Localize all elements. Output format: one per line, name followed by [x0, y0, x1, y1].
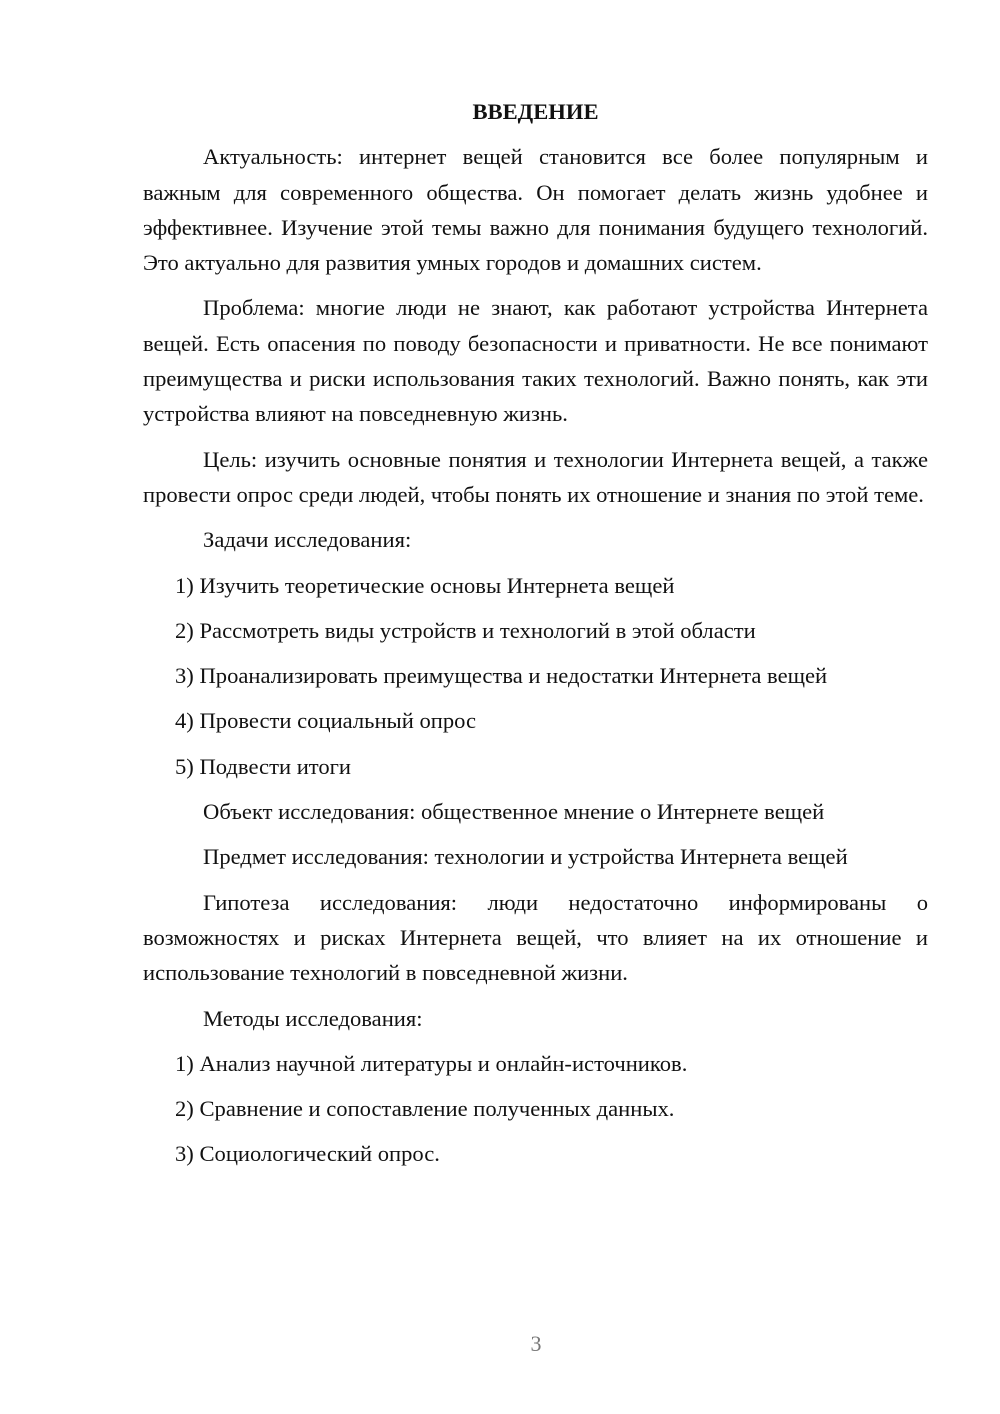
section-title: ВВЕДЕНИЕ: [472, 99, 599, 124]
tasks-list: [143, 568, 928, 784]
relevance-paragraph: Актуальность: интернет вещей становится все более популярным и важным для современного общества. Он помогает делать жизнь удобнее и эффективнее. Изучение этой темы важно для понимания будущего технологий. Это актуально для развития умных городов и домашних систем.: [143, 144, 928, 276]
page-content: [143, 94, 928, 1182]
research-subject: Предмет исследования: технологии и устройства Интернета вещей: [203, 844, 848, 870]
task-item: 4) Провести социальный опрос: [175, 708, 477, 734]
tasks-heading: Задачи исследования:: [203, 527, 412, 553]
methods-heading: Методы исследования:: [203, 1005, 423, 1031]
hypothesis-paragraph: Гипотеза исследования: люди недостаточно информированы о возможностях и рисках Интернета вещей, что влияет на их отношение и использование технологий в повседневной жизни.: [143, 889, 928, 986]
page-number: 3: [530, 1331, 542, 1356]
task-item: 3) Проанализировать преимущества и недостатки Интернета вещей: [175, 663, 828, 689]
method-item: 2) Сравнение и сопоставление полученных данных.: [175, 1096, 675, 1122]
goal-paragraph: Цель: изучить основные понятия и технологии Интернета вещей, а также провести опрос среди людей, чтобы понять их отношение и знания по этой теме.: [143, 446, 928, 507]
method-item: 1) Анализ научной литературы и онлайн-источников.: [175, 1050, 688, 1076]
problem-paragraph: Проблема: многие люди не знают, как работают устройства Интернета вещей. Есть опасения по поводу безопасности и приватности. Не все понимают преимущества и риски использования таких технологий. Важно понять, как эти устройства влияют на повседневную жизнь.: [143, 295, 928, 427]
task-item: 1) Изучить теоретические основы Интернета вещей: [175, 572, 675, 598]
method-item: 3) Социологический опрос.: [175, 1141, 440, 1167]
task-item: 5) Подвести итоги: [175, 753, 352, 779]
research-object: Объект исследования: общественное мнение о Интернете вещей: [203, 799, 825, 825]
methods-list: [143, 1046, 928, 1172]
task-item: 2) Рассмотреть виды устройств и технологий в этой области: [175, 617, 756, 643]
